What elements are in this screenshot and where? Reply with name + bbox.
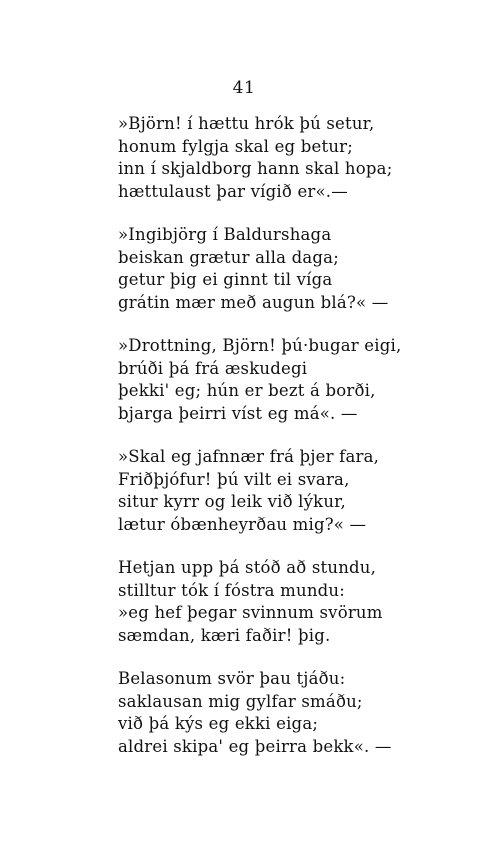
verse-line: »Skal eg jafnnær frá þjer fara, [118, 447, 380, 466]
verse-line: Belasonum svör þau tjáðu: [118, 669, 346, 688]
stanza [118, 113, 468, 203]
verse-line: lætur óbænheyrðau mig?« — [118, 514, 367, 534]
stanza [118, 224, 468, 314]
verse-line: stilltur tók í fóstra mundu: [118, 580, 346, 600]
verse-line: brúði þá frá æskudegi [118, 358, 308, 378]
verse-line: »Drottning, Björn! þú·bugar eigi, [118, 336, 402, 355]
stanza [118, 446, 468, 536]
verse-line: »eg hef þegar svinnum svörum [118, 603, 383, 622]
verse-line: við þá kýs eg ekki eiga; [118, 714, 319, 733]
verse-line: »Björn! í hættu hrók þú setur, [118, 114, 375, 133]
stanza [118, 668, 468, 758]
verse-line: sæmdan, kæri faðir! þig. [118, 625, 331, 645]
stanza [118, 335, 468, 425]
poem [118, 113, 468, 779]
verse-line: honum fylgja skal eg betur; [118, 136, 353, 156]
verse-line: beiskan grætur alla daga; [118, 247, 339, 267]
page-number: 41 [232, 78, 256, 98]
verse-line: hættulaust þar vígið er«.— [118, 181, 348, 201]
verse-line: aldrei skipa' eg þeirra bekk«. — [118, 736, 392, 756]
verse-line: getur þig ei ginnt til víga [118, 270, 333, 289]
verse-line: þekki' eg; hún er bezt á borði, [118, 381, 376, 400]
verse-line: bjarga þeirri víst eg má«. — [118, 403, 358, 423]
verse-line: Friðþjófur! þú vilt ei svara, [118, 469, 350, 489]
verse-line: Hetjan upp þá stóð að stundu, [118, 558, 377, 577]
verse-line: inn í skjaldborg hann skal hopa; [118, 159, 393, 178]
verse-line: saklausan mig gylfar smáðu; [118, 691, 363, 711]
verse-line: situr kyrr og leik við lýkur, [118, 492, 346, 511]
verse-line: grátin mær með augun blá?« — [118, 292, 389, 312]
stanza [118, 557, 468, 647]
verse-line: »Ingibjörg í Baldurshaga [118, 225, 332, 244]
